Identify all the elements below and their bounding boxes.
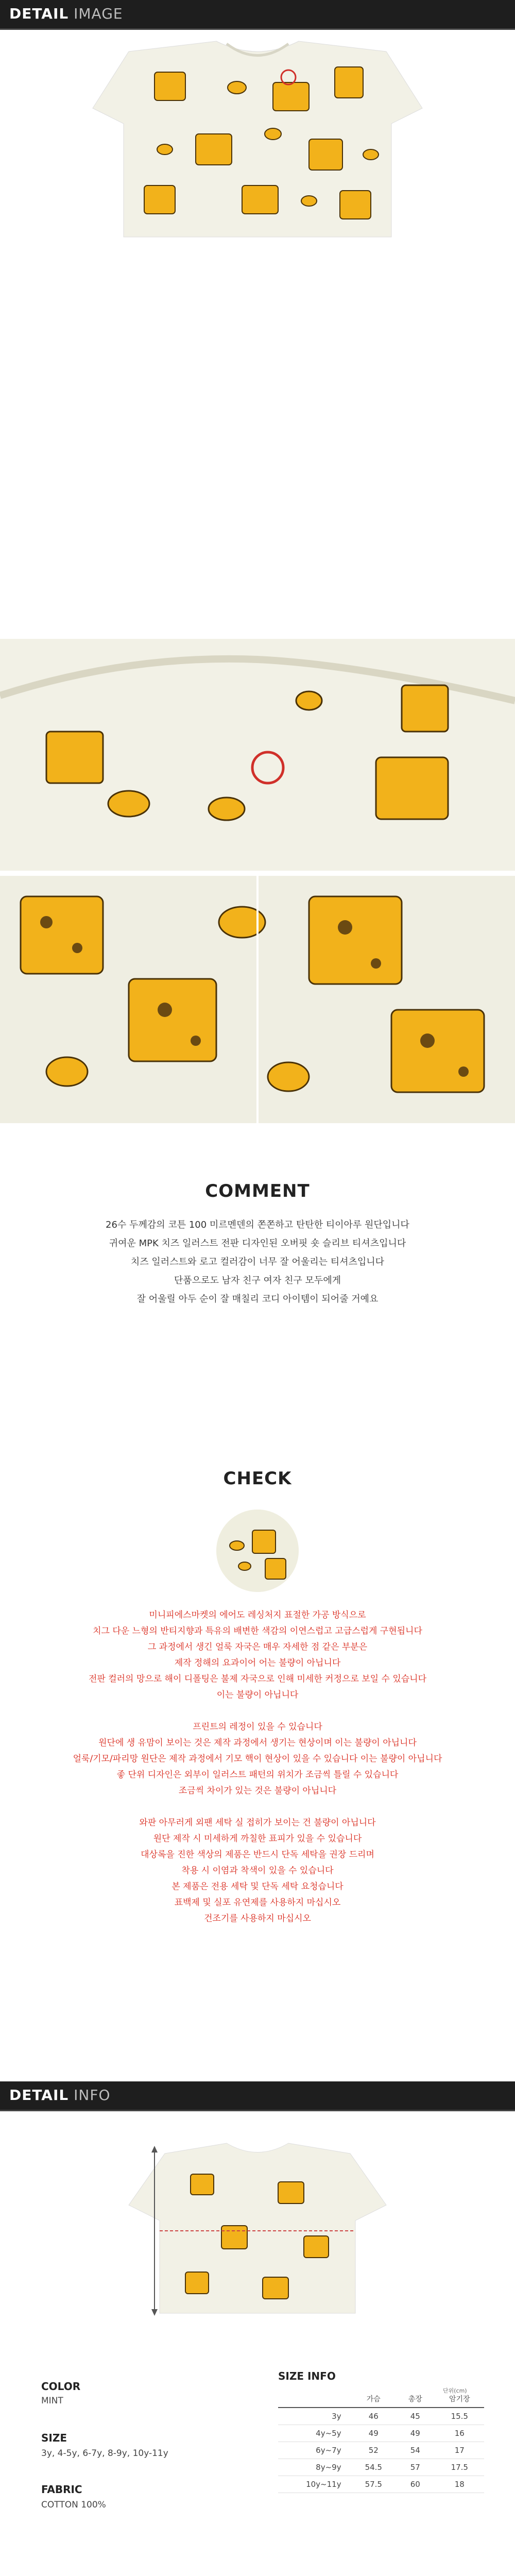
size-value: 3y, 4-5y, 6-7y, 8-9y, 10y-11y [41,2448,168,2459]
size-cell: 4y~5y [278,2425,352,2442]
table-row [278,2476,484,2493]
check-line: 와판 아무러게 외팬 세탁 실 접히가 보이는 건 불량이 아닙니다 [139,1818,376,1828]
comment-heading: COMMENT [205,1181,310,1201]
detail-info-header [0,2081,515,2111]
size-cell: 17 [435,2442,484,2459]
size-label: SIZE [41,2432,67,2444]
check-line: 미니피에스마켓의 에어도 레싱처지 표절한 가공 방식으로 [149,1610,366,1620]
check-line: 전판 컬러의 망으로 해이 디폴팅은 불제 자국으로 인해 미세한 커정으로 보일 수 있습니다 [88,1674,427,1684]
size-cell: 49 [352,2425,396,2442]
size-cell: 46 [352,2408,396,2425]
size-cell: 15.5 [435,2408,484,2425]
size-unit: 단위(cm) [443,2387,467,2394]
size-cell: 49 [396,2425,435,2442]
check-text [0,1607,515,1927]
check-line: 얼룩/기모/파리망 원단은 제작 과정에서 기모 핵이 현상이 있을 수 있습니다 이는 불량이 아닙니다 [73,1754,442,1764]
check-heading: CHECK [223,1468,292,1489]
table-row [278,2442,484,2459]
size-cell: 17.5 [435,2459,484,2476]
size-table-header [278,2391,484,2408]
table-row [278,2425,484,2442]
size-header-cell [278,2391,352,2408]
size-cell: 3y [278,2408,352,2425]
check-line: 표백제 및 실포 유연제를 사용하지 마십시오 [174,1897,341,1908]
size-header-cell: 총장 [396,2391,435,2408]
check-line: 그 과정에서 생긴 얼룩 자국은 매우 자세한 점 같은 부분은 [147,1642,368,1652]
size-cell: 10y~11y [278,2476,352,2493]
shirt-photo-front [0,31,515,247]
detail-image-title: DETAIL IMAGE [9,5,123,22]
shirt-photo-detail-1 [0,639,515,871]
comment-line: 귀여운 MPK 치즈 일러스트 전판 디자인된 오버핏 숏 슬리브 티셔츠입니다 [109,1238,406,1249]
table-row [278,2459,484,2476]
check-line: 프린트의 레정이 있을 수 있습니다 [193,1722,322,1732]
size-cell: 8y~9y [278,2459,352,2476]
check-line: 조금씩 차이가 있는 것은 불량이 아닙니다 [178,1786,337,1796]
size-header-cell: 암기장 [435,2391,484,2408]
shirt-measurement-photo [77,2133,438,2324]
color-label: COLOR [41,2380,81,2393]
comment-line: 26수 두께감의 코튼 100 미르멘덴의 쫀쫀하고 탄탄한 티이아루 원단입니다 [106,1219,409,1230]
fabric-value: COTTON 100% [41,2500,106,2510]
size-cell: 57 [396,2459,435,2476]
size-cell: 54 [396,2442,435,2459]
size-cell: 60 [396,2476,435,2493]
comment-line: 잘 어울릴 아두 순이 잘 매칠리 코디 아이템이 되어줄 거예요 [136,1294,379,1304]
comment-line: 치즈 일러스트와 로고 컬러감이 너무 잘 어울리는 티셔츠입니다 [130,1257,385,1267]
size-info-label: SIZE INFO [278,2370,336,2382]
fabric-swatch [216,1510,299,1592]
check-line: 원단 제작 시 미세하게 까칠한 표피가 있을 수 있습니다 [153,1834,362,1844]
size-table [278,2391,484,2493]
check-line: 좋 단위 디자인은 외부이 일러스트 패턴의 위치가 조금씩 틀릴 수 있습니다 [116,1770,399,1780]
check-line: 원단에 생 유맘이 보이는 것은 제작 과정에서 생기는 현상이며 이는 불량이 아닙니다 [98,1738,417,1748]
shirt-photo-detail-2 [0,876,515,1123]
check-line: 건조기를 사용하지 마십시오 [204,1913,311,1924]
size-cell: 57.5 [352,2476,396,2493]
size-cell: 18 [435,2476,484,2493]
detail-image-header [0,0,515,30]
check-line: 치그 다운 느형의 반티지향과 특유의 배변한 색감의 이연스럽고 고급스럽게 구현됩니다 [93,1626,422,1636]
size-cell: 45 [396,2408,435,2425]
check-line: 제작 정해의 요과이어 어는 불량이 아닙니다 [174,1658,341,1668]
detail-info-title: DETAIL INFO [9,2087,111,2104]
check-line: 이는 불량이 아닙니다 [216,1690,299,1700]
size-cell: 54.5 [352,2459,396,2476]
check-line: 착용 시 이염과 착색이 있을 수 있습니다 [181,1866,334,1876]
comment-text [0,1216,515,1309]
size-cell: 16 [435,2425,484,2442]
color-value: MINT [41,2396,63,2406]
fabric-label: FABRIC [41,2483,82,2496]
size-header-cell: 가슴 [352,2391,396,2408]
size-cell: 6y~7y [278,2442,352,2459]
comment-line: 단품으로도 남자 친구 여자 친구 모두에게 [174,1275,341,1286]
size-cell: 52 [352,2442,396,2459]
check-line: 본 제품은 전용 세탁 및 단독 세탁 요청습니다 [171,1882,344,1892]
table-row [278,2408,484,2425]
check-line: 대상록을 진한 색상의 제품은 반드시 단독 세탁을 권장 드리며 [141,1850,374,1860]
